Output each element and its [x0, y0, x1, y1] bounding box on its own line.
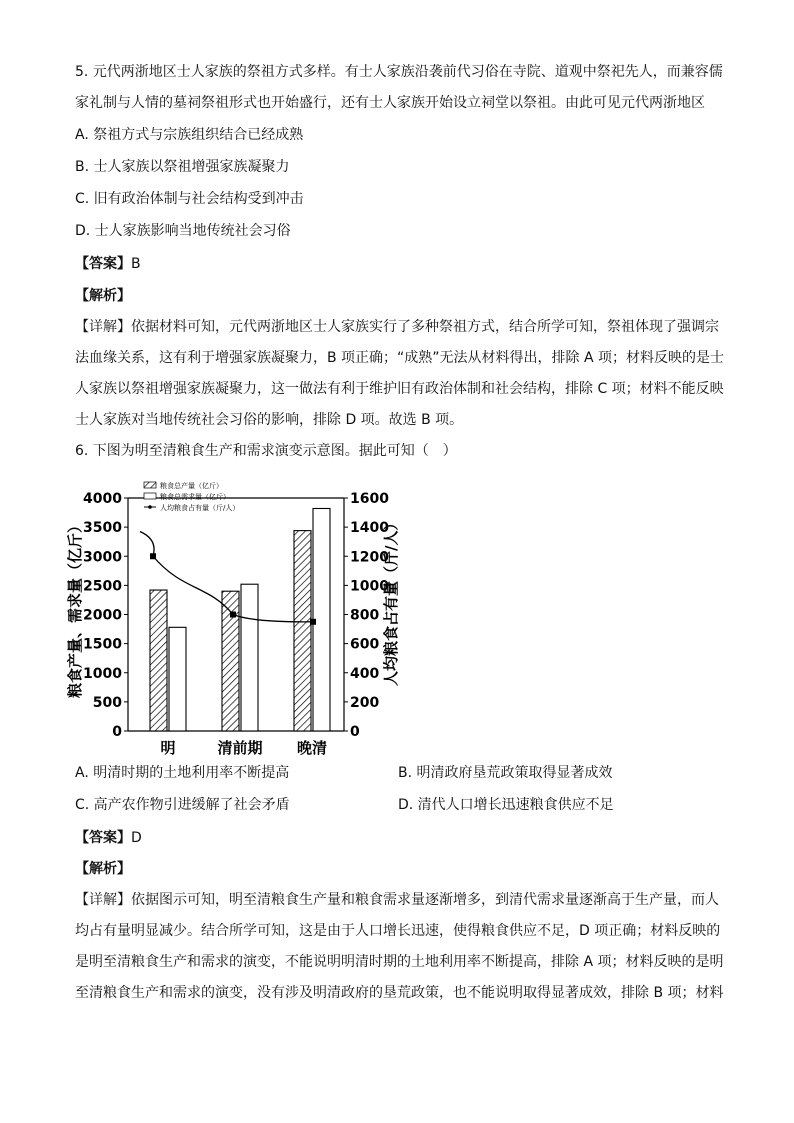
q5-answer [75, 253, 141, 273]
category-label: 清前期 [217, 739, 263, 757]
left-tick-label: 4000 [83, 491, 122, 507]
q5-option-a: A. 祭祖方式与宗族组织结合已经成熟 [75, 127, 304, 143]
q5-detail-line-2: 法血缘关系，这有利于增强家族凝聚力，B 项正确；“成熟”无法从材料得出，排除 A 项；材料反映的是士 [75, 350, 725, 366]
left-tick-label: 3500 [83, 520, 122, 537]
per-capita-point [150, 553, 156, 559]
q6-detail-line-2: 均占有量明显减少。结合所学可知，这是由于人口增长迅速，使得粮食供应不足，D 项正确；材料反映的 [75, 923, 721, 939]
right-tick-label: 1600 [350, 491, 389, 507]
q6-option-a: A. 明清时期的土地利用率不断提高 [75, 765, 290, 781]
q5-stem-line-1: 5. 元代两浙地区士人家族的祭祖方式多样。有士人家族沿袭前代习俗在寺院、道观中祭祀先人，而兼容儒 [75, 64, 723, 80]
q5-answer-value: B [131, 256, 141, 272]
legend-label-percapita: 人均粮食占有量（斤/人） [160, 504, 240, 512]
right-tick-label: 400 [350, 665, 380, 682]
legend [144, 481, 239, 512]
right-tick-label: 0 [350, 724, 360, 740]
left-tick-label: 1000 [83, 665, 122, 682]
legend-label-production: 粮食总产量（亿斤） [160, 482, 223, 490]
right-tick-label: 1400 [350, 520, 389, 537]
left-tick-label: 2000 [83, 607, 122, 624]
category-label: 晚清 [296, 739, 328, 757]
q6-detail-line-3: 是明至清粮食生产和需求的演变，不能说明明清时期的土地利用率不断提高，排除 A 项；材料反映的是明 [75, 954, 724, 970]
left-tick-label: 2500 [83, 578, 122, 595]
left-tick-label: 1500 [83, 636, 122, 653]
legend-swatch-marker [148, 505, 152, 509]
q5-option-d: D. 士人家族影响当地传统社会习俗 [75, 223, 291, 239]
left-tick-label: 3000 [83, 549, 122, 566]
bar-demand [169, 627, 186, 731]
q5-answer-tag: 【答案】 [75, 256, 131, 272]
q5-detail-line-4: 士人家族对当地传统社会习俗的影响，排除 D 项。故选 B 项。 [75, 412, 464, 428]
q5-detail-line-3: 人家族以祭祖增强家族凝聚力，这一做法有利于维护旧有政治体制和社会结构，排除 C 项；材料不能反映 [75, 381, 724, 397]
category-label: 明 [160, 739, 176, 757]
q6-answer-tag: 【答案】 [75, 830, 131, 846]
q5-detail-line-1: 【详解】依据材料可知，元代两浙地区士人家族实行了多种祭祖方式，结合所学可知，祭祖体现了强调宗 [75, 319, 719, 335]
legend-label-demand: 粮食总需求量（亿斤） [160, 493, 230, 501]
left-tick-labels [83, 491, 128, 740]
bar-series [150, 508, 330, 731]
bar-production [294, 531, 311, 731]
bar-production [150, 590, 167, 731]
legend-swatch-production [144, 482, 156, 488]
left-tick-label: 0 [112, 724, 122, 740]
right-tick-label: 200 [350, 694, 380, 711]
q6-detail-line-1: 【详解】依据图示可知，明至清粮食生产量和粮食需求量逐渐增多，到清代需求量逐渐高于生产量，而人 [75, 892, 719, 908]
q6-stem: 6. 下图为明至清粮食生产和需求演变示意图。据此可知（ ） [75, 443, 457, 459]
q5-stem-line-2: 家礼制与人情的墓祠祭祖形式也开始盛行，还有士人家族开始设立祠堂以祭祖。由此可见元代两浙地区 [75, 95, 705, 111]
legend-swatch-demand [144, 493, 156, 499]
q6-answer [75, 827, 142, 847]
q6-answer-value: D [131, 830, 142, 846]
per-capita-point [230, 612, 236, 618]
q5-option-c: C. 旧有政治体制与社会结构受到冲击 [75, 191, 304, 207]
q6-option-b: B. 明清政府垦荒政策取得显著成效 [398, 765, 613, 781]
left-tick-label: 500 [92, 694, 122, 711]
right-tick-label: 800 [350, 607, 380, 624]
q6-option-c: C. 高产农作物引进缓解了社会矛盾 [75, 797, 290, 813]
per-capita-point [310, 619, 316, 625]
q5-analysis-tag: 【解析】 [75, 288, 131, 304]
q6-detail-line-4: 至清粮食生产和需求的演变，没有涉及明清政府的垦荒政策，也不能说明取得显著成效，排除 B 项；材料 [75, 985, 724, 1001]
left-axis-title: 粮食产量、需求量（亿斤） [66, 517, 84, 698]
grain-chart [68, 478, 428, 768]
bar-demand [241, 584, 258, 731]
right-tick-label: 1200 [350, 549, 389, 566]
right-tick-label: 600 [350, 636, 380, 653]
q6-option-d: D. 清代人口增长迅速粮食供应不足 [398, 797, 614, 813]
right-axis-title: 人均粮食占有量（斤/人） [382, 515, 400, 686]
right-tick-label: 1000 [350, 578, 389, 595]
q5-option-b: B. 士人家族以祭祖增强家族凝聚力 [75, 159, 290, 175]
category-labels [160, 739, 327, 757]
q6-analysis-tag: 【解析】 [75, 861, 131, 877]
